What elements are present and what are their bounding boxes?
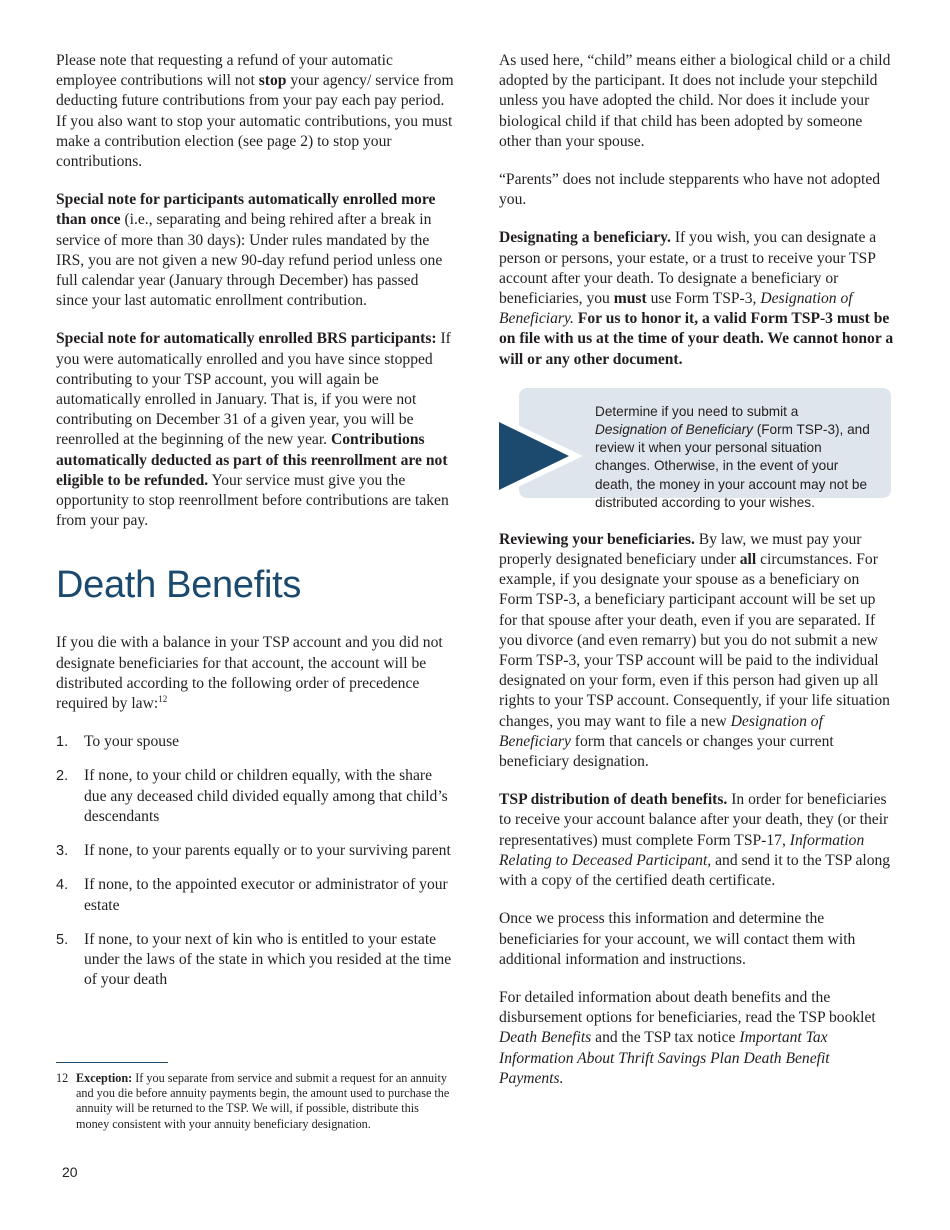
- emphasis-must: must: [613, 290, 647, 308]
- reviewing-beneficiaries-paragraph: Reviewing your beneficiaries. By law, we must pay your properly designated beneficiary under all circumstances. For example, if you designate your spouse as a beneficiary on Form TSP-3, a beneficiary participant account will be set up for that spouse after your death, even if you are separated. If you divorce (and even remarry) but you do not submit a new Form TSP-3, your TSP account will be paid to the individual designated on your form, even if this person had given up all rights to your TSP account. Consequently, if your life situation changes, you may want to file a new Designation of Beneficiary form that cancels or changes your current beneficiary designation.: [499, 530, 890, 771]
- distribution-paragraph: TSP distribution of death benefits. In order for beneficiaries to receive your account balance after your death, they (or their representatives) must complete Form TSP-17, Information Relating to Deceased Participant, and send it to the TSP along with a copy of the certified death certificate.: [499, 791, 891, 890]
- list-item: 2. If none, to your child or children equally, with the share due any deceased child divided equally among that child’s descendants: [56, 767, 448, 825]
- footnote: [56, 1071, 454, 1132]
- designating-beneficiary-paragraph: Designating a beneficiary. If you wish, you can designate a person or persons, your estate, or a trust to receive your TSP account after your death. To designate a beneficiary or beneficiaries, you must use Form TSP-3, Designation of Beneficiary. For us to honor it, a valid Form TSP-3 must be on file with us at the time of your death. We cannot honor a will or any other document.: [499, 229, 894, 368]
- child-definition-paragraph: As used here, “child” means either a biological child or a child adopted by the participant. It does not include your stepchild unless you have adopted the child. Nor does it include your biological child if that child has been adopted by someone other than your spouse.: [499, 52, 891, 150]
- list-item: 5. If none, to your next of kin who is entitled to your estate under the laws of the state in which you resided at the time of your death: [56, 930, 452, 989]
- section-heading-death-benefits: Death Benefits: [56, 564, 302, 607]
- list-item: 4. If none, to the appointed executor or administrator of your estate: [56, 876, 448, 914]
- callout-box: Determine if you need to submit a Designation of Beneficiary (Form TSP-3), and review it when your personal situation changes. Otherwise, in the event of your death, the money in your account may not be distributed according to your wishes.: [519, 388, 891, 498]
- footnote-number: 12: [56, 1071, 69, 1085]
- footnote-divider: [56, 1062, 168, 1063]
- reviewing-beneficiaries-label: Reviewing your beneficiaries.: [499, 530, 695, 548]
- detailed-info-paragraph: For detailed information about death benefits and the disbursement options for beneficiaries, read the TSP booklet Death Benefits and the TSP tax notice Important Tax Information About Thrift Savings Plan Death Benefit Payments.: [499, 988, 876, 1087]
- special-note-brs-paragraph: Special note for automatically enrolled BRS participants: If you were automatically enrolled and you have since stopped contributing to your TSP account, you will again be automatically enrolled in January. That is, if you were not contributing on December 31 of a given year, you will be reenrolled at the beginning of the new year. Contributions automatically deducted as part of this reenrollment are not eligible to be refunded. Your service must give you the opportunity to stop reenrollment before contributions are taken from your pay.: [56, 330, 451, 530]
- precedence-list: [56, 732, 454, 990]
- special-note-rehired-label: Special note for participants automatically enrolled more than once: [56, 191, 436, 229]
- valid-form-warning: For us to honor it, a valid Form TSP-3 must be on file with us at the time of your death. We cannot honor a will or any other document.: [499, 310, 894, 368]
- list-item: 3. If none, to your parents equally or to your surviving parent: [56, 842, 451, 860]
- tax-notice-title: Important Tax Information About Thrift Savings Plan Death Benefit Payments.: [499, 1029, 830, 1087]
- left-column: [56, 51, 454, 1004]
- right-column: [499, 51, 895, 1107]
- footnote-label: Exception:: [76, 1071, 133, 1085]
- form-title-designation: Designation of Beneficiary.: [499, 290, 853, 328]
- designating-beneficiary-label: Designating a beneficiary.: [499, 229, 671, 247]
- triangle-arrow-icon: [499, 416, 583, 496]
- reenrollment-warning: Contributions automatically deducted as part of this reenrollment are not eligible to be refunded.: [56, 431, 448, 489]
- callout-form-title: Designation of Beneficiary: [595, 422, 753, 438]
- footnote-body: Exception: If you separate from service and submit a request for an annuity and you die before annuity payments begin, the amount used to purchase the annuity will be returned to the TSP. We will, if possible, distribute this money consistent with your annuity beneficiary designation.: [76, 1071, 450, 1131]
- booklet-title: Death Benefits: [499, 1029, 592, 1047]
- list-item: 1. To your spouse: [56, 733, 180, 751]
- special-note-rehired-paragraph: Special note for participants automatically enrolled more than once (i.e., separating and being rehired after a break in service of more than 30 days): Under rules mandated by the IRS, you are not given a new 90-day refund period unless one full calendar year (January through December) has passed since your last automatic enrollment contribution.: [56, 191, 443, 310]
- footnote-reference[interactable]: 12: [158, 694, 168, 705]
- form-title-designation-2: Designation of Beneficiary: [499, 712, 823, 750]
- distribution-label: TSP distribution of death benefits.: [499, 791, 728, 809]
- form-title-tsp17: Information Relating to Deceased Participant,: [499, 831, 865, 869]
- parents-definition-paragraph: “Parents” does not include stepparents who have not adopted you.: [499, 171, 881, 209]
- page-number: 20: [62, 1164, 78, 1180]
- emphasis-stop: stop: [258, 72, 287, 90]
- process-info-paragraph: Once we process this information and determine the beneficiaries for your account, we will contact them with additional information and instructions.: [499, 910, 856, 968]
- order-of-precedence-intro: If you die with a balance in your TSP account and you did not designate beneficiaries for that account, the account will be distributed according to the following order of precedence required by law:$^{12}$: [56, 634, 443, 713]
- refund-note-paragraph: Please note that requesting a refund of your automatic employee contributions will not stop your agency/ service from deducting future contributions from your pay each pay period. If you also want to stop your automatic contributions, you must make a contribution election (see page 2) to stop your contributions.: [56, 52, 454, 171]
- emphasis-all: all: [739, 551, 757, 569]
- special-note-brs-label: Special note for automatically enrolled BRS participants:: [56, 330, 437, 348]
